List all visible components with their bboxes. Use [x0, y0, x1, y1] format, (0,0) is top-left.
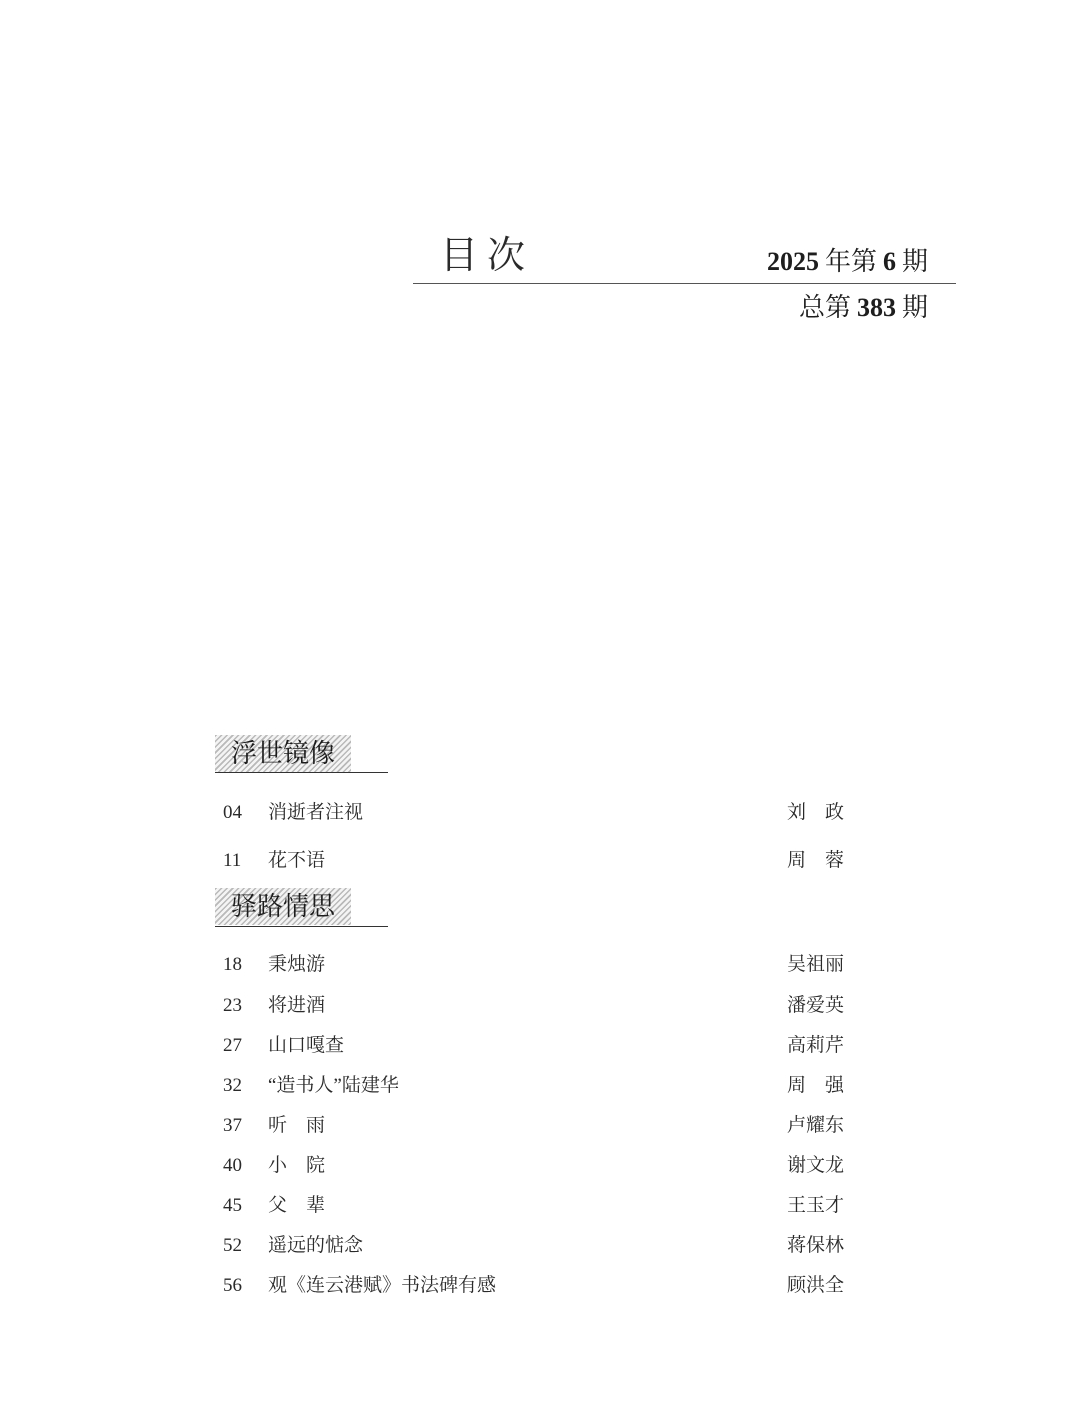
entry-page: 37: [223, 1115, 242, 1136]
entry-page: 56: [223, 1275, 242, 1296]
section-divider: [215, 926, 388, 927]
entry-author: 刘 政: [787, 802, 845, 823]
entry-author: 高莉芹: [787, 1035, 845, 1056]
toc-entry[interactable]: [0, 993, 1080, 1019]
issue-no-suffix: 期: [901, 247, 928, 276]
entry-page: 04: [223, 802, 242, 823]
entry-page: 27: [223, 1035, 242, 1056]
entry-author: 周 强: [787, 1075, 845, 1096]
entry-author: 周 蓉: [787, 850, 845, 871]
issue-year-suffix: 年第: [824, 247, 877, 276]
issue-year: 2025: [766, 247, 819, 276]
entry-title[interactable]: 花不语: [268, 850, 326, 871]
issue-no: 6: [882, 247, 896, 276]
entry-page: 40: [223, 1155, 242, 1176]
section-heading: 浮世镜像: [215, 735, 351, 772]
entry-title[interactable]: 消逝者注视: [268, 802, 364, 823]
entry-page: 11: [223, 850, 242, 871]
entry-author: 卢耀东: [787, 1115, 845, 1136]
entry-author: 谢文龙: [787, 1155, 845, 1176]
entry-title[interactable]: 将进酒: [268, 995, 326, 1016]
section-divider: [215, 772, 388, 773]
entry-title[interactable]: 父 辈: [268, 1195, 326, 1216]
total-suffix: 期: [901, 293, 928, 322]
toc-entry[interactable]: [0, 1233, 1080, 1259]
entry-author: 王玉才: [787, 1195, 845, 1216]
entry-page: 23: [223, 995, 242, 1016]
toc-entry[interactable]: [0, 1073, 1080, 1099]
entry-author: 潘爱英: [787, 995, 845, 1016]
toc-entry[interactable]: [0, 1193, 1080, 1219]
entry-page: 45: [223, 1195, 242, 1216]
entry-page: 18: [223, 954, 242, 975]
toc-entry[interactable]: [0, 952, 1080, 978]
issue-number: [767, 244, 928, 280]
entry-title[interactable]: 秉烛游: [268, 954, 326, 975]
toc-entry[interactable]: [0, 1153, 1080, 1179]
entry-title[interactable]: 听 雨: [268, 1115, 326, 1136]
entry-page: 52: [223, 1235, 242, 1256]
entry-title[interactable]: 山口嘎查: [268, 1035, 345, 1056]
entry-author: 顾洪全: [787, 1275, 845, 1296]
toc-entry[interactable]: [0, 800, 1080, 826]
toc-entry[interactable]: [0, 848, 1080, 874]
entry-title[interactable]: 小 院: [268, 1155, 326, 1176]
entry-page: 32: [223, 1075, 242, 1096]
total-no: 383: [856, 293, 896, 322]
entry-author: 吴祖丽: [787, 954, 845, 975]
page-title: 目次: [440, 235, 535, 277]
toc-entry[interactable]: [0, 1273, 1080, 1299]
header-divider: [413, 283, 956, 284]
entry-title[interactable]: 观《连云港赋》书法碑有感: [268, 1275, 497, 1296]
section-heading: 驿路情思: [215, 888, 351, 925]
entry-author: 蒋保林: [787, 1235, 845, 1256]
entry-title[interactable]: 遥远的惦念: [268, 1235, 364, 1256]
total-prefix: 总第: [798, 293, 851, 322]
total-issue-number: [799, 290, 928, 326]
toc-entry[interactable]: [0, 1033, 1080, 1059]
toc-entry[interactable]: [0, 1113, 1080, 1139]
entry-title[interactable]: “造书人”陆建华: [268, 1075, 399, 1096]
